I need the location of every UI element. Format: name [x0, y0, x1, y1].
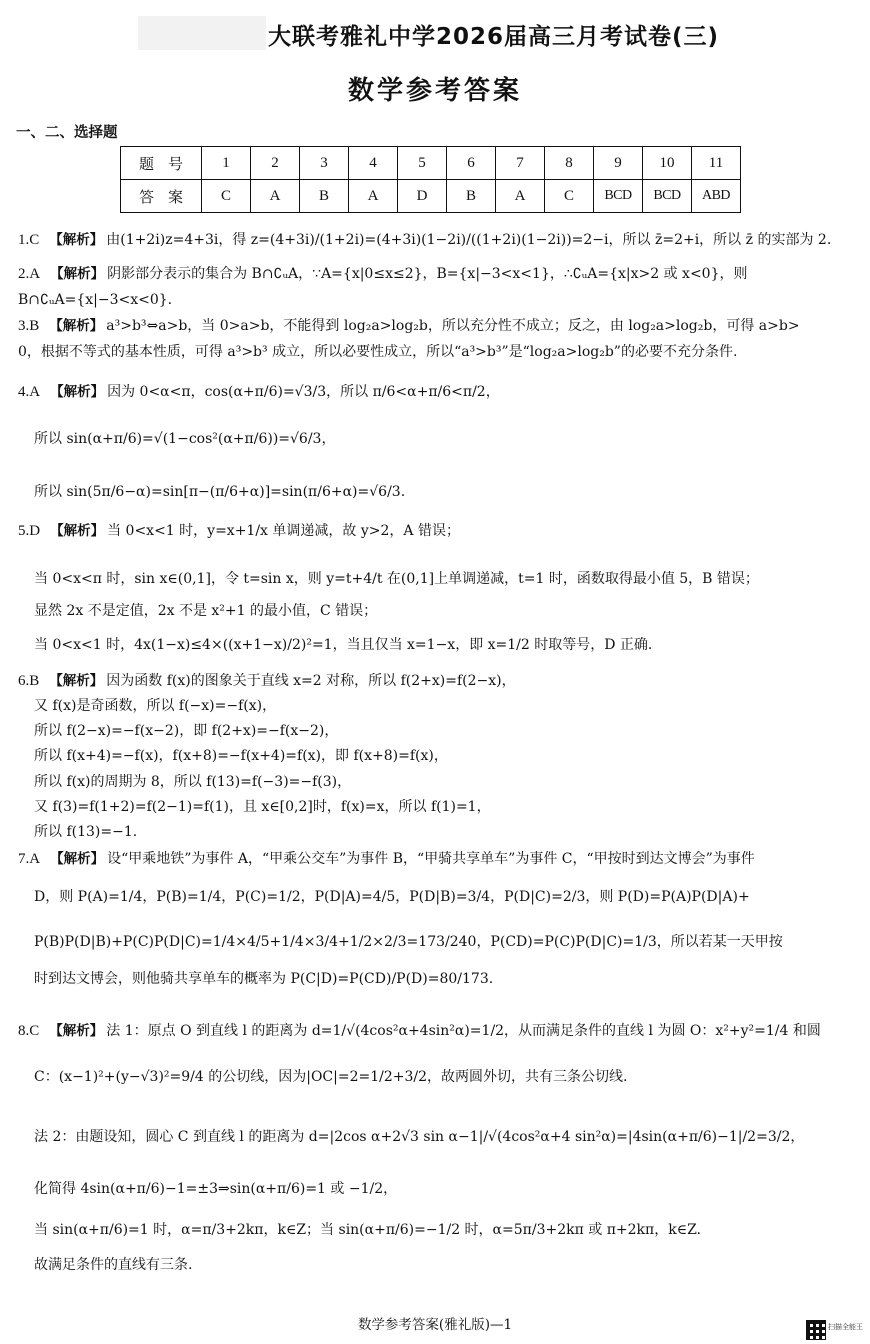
q6-line-6: 又 f(3)=f(1+2)=f(2−1)=f(1)，且 x∈[0,2]时，f(x)=x，所以 f(1)=1， — [34, 799, 491, 815]
table-cell: 2 — [251, 147, 300, 180]
q5-number: 5.D — [18, 523, 41, 539]
analysis-tag: 【解析】 — [50, 266, 105, 282]
analysis-tag: 【解析】 — [49, 318, 104, 334]
q8-line-2: C：(x−1)²+(y−√3)²=9/4 的公切线，因为|OC|=2=1/2+3/2，故两圆外切，共有三条公切线. — [34, 1069, 628, 1085]
table-cell: D — [398, 180, 447, 213]
q3-text: a³>b³⇔a>b，当 0>a>b，不能得到 log₂a>log₂b，所以充分性不成立；反之，由 log₂a>log₂b，可得 a>b> — [106, 318, 800, 334]
q3-line-1 — [18, 317, 864, 335]
q3-number: 3.B — [18, 318, 40, 334]
q6-line-2: 又 f(x)是奇函数，所以 f(−x)=−f(x)， — [34, 698, 277, 714]
row-label-number: 题号 — [121, 147, 202, 180]
q5-line-4: 当 0<x<1 时，4x(1−x)≤4×((x+1−x)/2)²=1，当且仅当 x=1−x，即 x=1/2 时取等号，D 正确. — [34, 637, 653, 653]
row-label-answer: 答案 — [121, 180, 202, 213]
document-title: 数学参考答案 — [347, 76, 522, 106]
table-cell: 1 — [202, 147, 251, 180]
table-cell: 3 — [300, 147, 349, 180]
q1-text: 由(1+2i)z=4+3i，得 z=(4+3i)/(1+2i)=(4+3i)(1−2i)/((1+2i)(1−2i))=2−i，所以 z̄=2+i，所以 z̄ 的实部为 2. — [106, 232, 832, 248]
q2-line-2: B∩∁ᵤA={x|−3<x<0}. — [18, 292, 173, 308]
q6-text: 因为函数 f(x)的图象关于直线 x=2 对称，所以 f(2+x)=f(2−x)， — [106, 673, 516, 689]
q5-line-2: 当 0<x<π 时，sin x∈(0,1]，令 t=sin x，则 y=t+4/t 在(0,1]上单调递减，t=1 时，函数取得最小值 5，B 错误； — [34, 571, 759, 587]
q5-line-1 — [18, 522, 864, 540]
table-cell: 9 — [594, 147, 643, 180]
table-cell: 6 — [447, 147, 496, 180]
analysis-tag: 【解析】 — [50, 523, 105, 539]
table-cell: BCD — [643, 180, 692, 213]
table-row-answers — [121, 180, 741, 213]
q1-number: 1.C — [18, 232, 40, 248]
q4-line-1 — [18, 383, 864, 401]
q7-line-2: D，则 P(A)=1/4，P(B)=1/4，P(C)=1/2，P(D|A)=4/5，P(D|B)=3/4，P(D|C)=2/3，则 P(D)=P(A)P(D|A)+ — [34, 889, 750, 905]
q7-text: 设“甲乘地铁”为事件 A，“甲乘公交车”为事件 B，“甲骑共享单车”为事件 C，“甲按时到达文博会”为事件 — [107, 851, 755, 867]
q6-number: 6.B — [18, 673, 40, 689]
q1-line-1 — [18, 231, 864, 249]
analysis-tag: 【解析】 — [49, 673, 104, 689]
q7-line-1 — [18, 850, 864, 868]
table-cell: 10 — [643, 147, 692, 180]
q4-text: 因为 0<α<π，cos(α+π/6)=√3/3，所以 π/6<α+π/6<π/2， — [107, 384, 500, 400]
q2-number: 2.A — [18, 266, 41, 282]
q8-line-4: 化简得 4sin(α+π/6)−1=±3⇒sin(α+π/6)=1 或 −1/2， — [34, 1181, 398, 1197]
table-cell: B — [447, 180, 496, 213]
q5-line-3: 显然 2x 不是定值，2x 不是 x²+1 的最小值，C 错误； — [34, 603, 378, 619]
q8-line-6: 故满足条件的直线有三条. — [34, 1257, 193, 1273]
table-cell: 4 — [349, 147, 398, 180]
analysis-tag: 【解析】 — [49, 1023, 104, 1039]
table-cell: B — [300, 180, 349, 213]
q7-line-3: P(B)P(D|B)+P(C)P(D|C)=1/4×4/5+1/4×3/4+1/2×2/3=173/240，P(CD)=P(C)P(D|C)=1/3，所以若某一天甲按 — [34, 934, 783, 950]
q6-line-4: 所以 f(x+4)=−f(x)，f(x+8)=−f(x+4)=f(x)，即 f(x+8)=f(x)， — [34, 748, 448, 764]
q8-line-5: 当 sin(α+π/6)=1 时，α=π/3+2kπ，k∈Z；当 sin(α+π/6)=−1/2 时，α=5π/3+2kπ 或 π+2kπ，k∈Z. — [34, 1222, 702, 1238]
table-cell: C — [202, 180, 251, 213]
q7-number: 7.A — [18, 851, 41, 867]
table-cell: C — [545, 180, 594, 213]
answer-table — [120, 146, 741, 213]
scanner-brand-label: 扫描全能王 — [828, 1323, 863, 1331]
q2-line-1 — [18, 265, 864, 283]
q8-line-3: 法 2：由题设知，圆心 C 到直线 l 的距离为 d=|2cos α+2√3 sin α−1|/√(4cos²α+4 sin²α)=|4sin(α+π/6)−1|/2=3/2， — [34, 1129, 805, 1145]
redacted-logo-area — [138, 16, 266, 50]
analysis-tag: 【解析】 — [49, 232, 104, 248]
q8-line-1 — [18, 1022, 864, 1040]
analysis-tag: 【解析】 — [50, 384, 105, 400]
q6-line-7: 所以 f(13)=−1. — [34, 824, 138, 840]
table-cell: 5 — [398, 147, 447, 180]
table-cell: 7 — [496, 147, 545, 180]
page-footer: 数学参考答案(雅礼版)—1 — [357, 1317, 513, 1333]
table-cell: 8 — [545, 147, 594, 180]
q6-line-3: 所以 f(2−x)=−f(x−2)，即 f(2+x)=−f(x−2)， — [34, 723, 339, 739]
q2-text: 阴影部分表示的集合为 B∩∁ᵤA，∵A={x|0≤x≤2}，B={x|−3<x<1}，∴∁ᵤA={x|x>2 或 x<0}，则 — [107, 266, 748, 282]
section-heading: 一、二、选择题 — [16, 125, 118, 141]
q4-line-3: 所以 sin(5π/6−α)=sin[π−(π/6+α)]=sin(π/6+α)=√6/3. — [34, 484, 406, 500]
q3-line-2: 0，根据不等式的基本性质，可得 a³>b³ 成立，所以必要性成立，所以“a³>b³”是“log₂a>log₂b”的必要不充分条件. — [18, 344, 738, 360]
q6-line-5: 所以 f(x)的周期为 8，所以 f(13)=f(−3)=−f(3)， — [34, 774, 352, 790]
table-cell: BCD — [594, 180, 643, 213]
q4-number: 4.A — [18, 384, 41, 400]
table-cell: ABD — [692, 180, 741, 213]
q8-number: 8.C — [18, 1023, 40, 1039]
qr-code-icon — [806, 1320, 826, 1340]
table-cell: A — [496, 180, 545, 213]
q6-line-1 — [18, 672, 864, 690]
q4-line-2: 所以 sin(α+π/6)=√(1−cos²(α+π/6))=√6/3， — [34, 431, 336, 447]
analysis-tag: 【解析】 — [50, 851, 105, 867]
q5-text: 当 0<x<1 时，y=x+1/x 单调递减，故 y>2，A 错误； — [107, 523, 460, 539]
q7-line-4: 时到达文博会，则他骑共享单车的概率为 P(C|D)=P(CD)/P(D)=80/173. — [34, 971, 494, 987]
table-row-numbers — [121, 147, 741, 180]
q8-text: 法 1：原点 O 到直线 l 的距离为 d=1/√(4cos²α+4sin²α)=1/2，从而满足条件的直线 l 为圆 O：x²+y²=1/4 和圆 — [106, 1023, 821, 1039]
table-cell: 11 — [692, 147, 741, 180]
exam-title: 大联考雅礼中学2026届高三月考试卷(三) — [268, 24, 720, 50]
table-cell: A — [251, 180, 300, 213]
table-cell: A — [349, 180, 398, 213]
